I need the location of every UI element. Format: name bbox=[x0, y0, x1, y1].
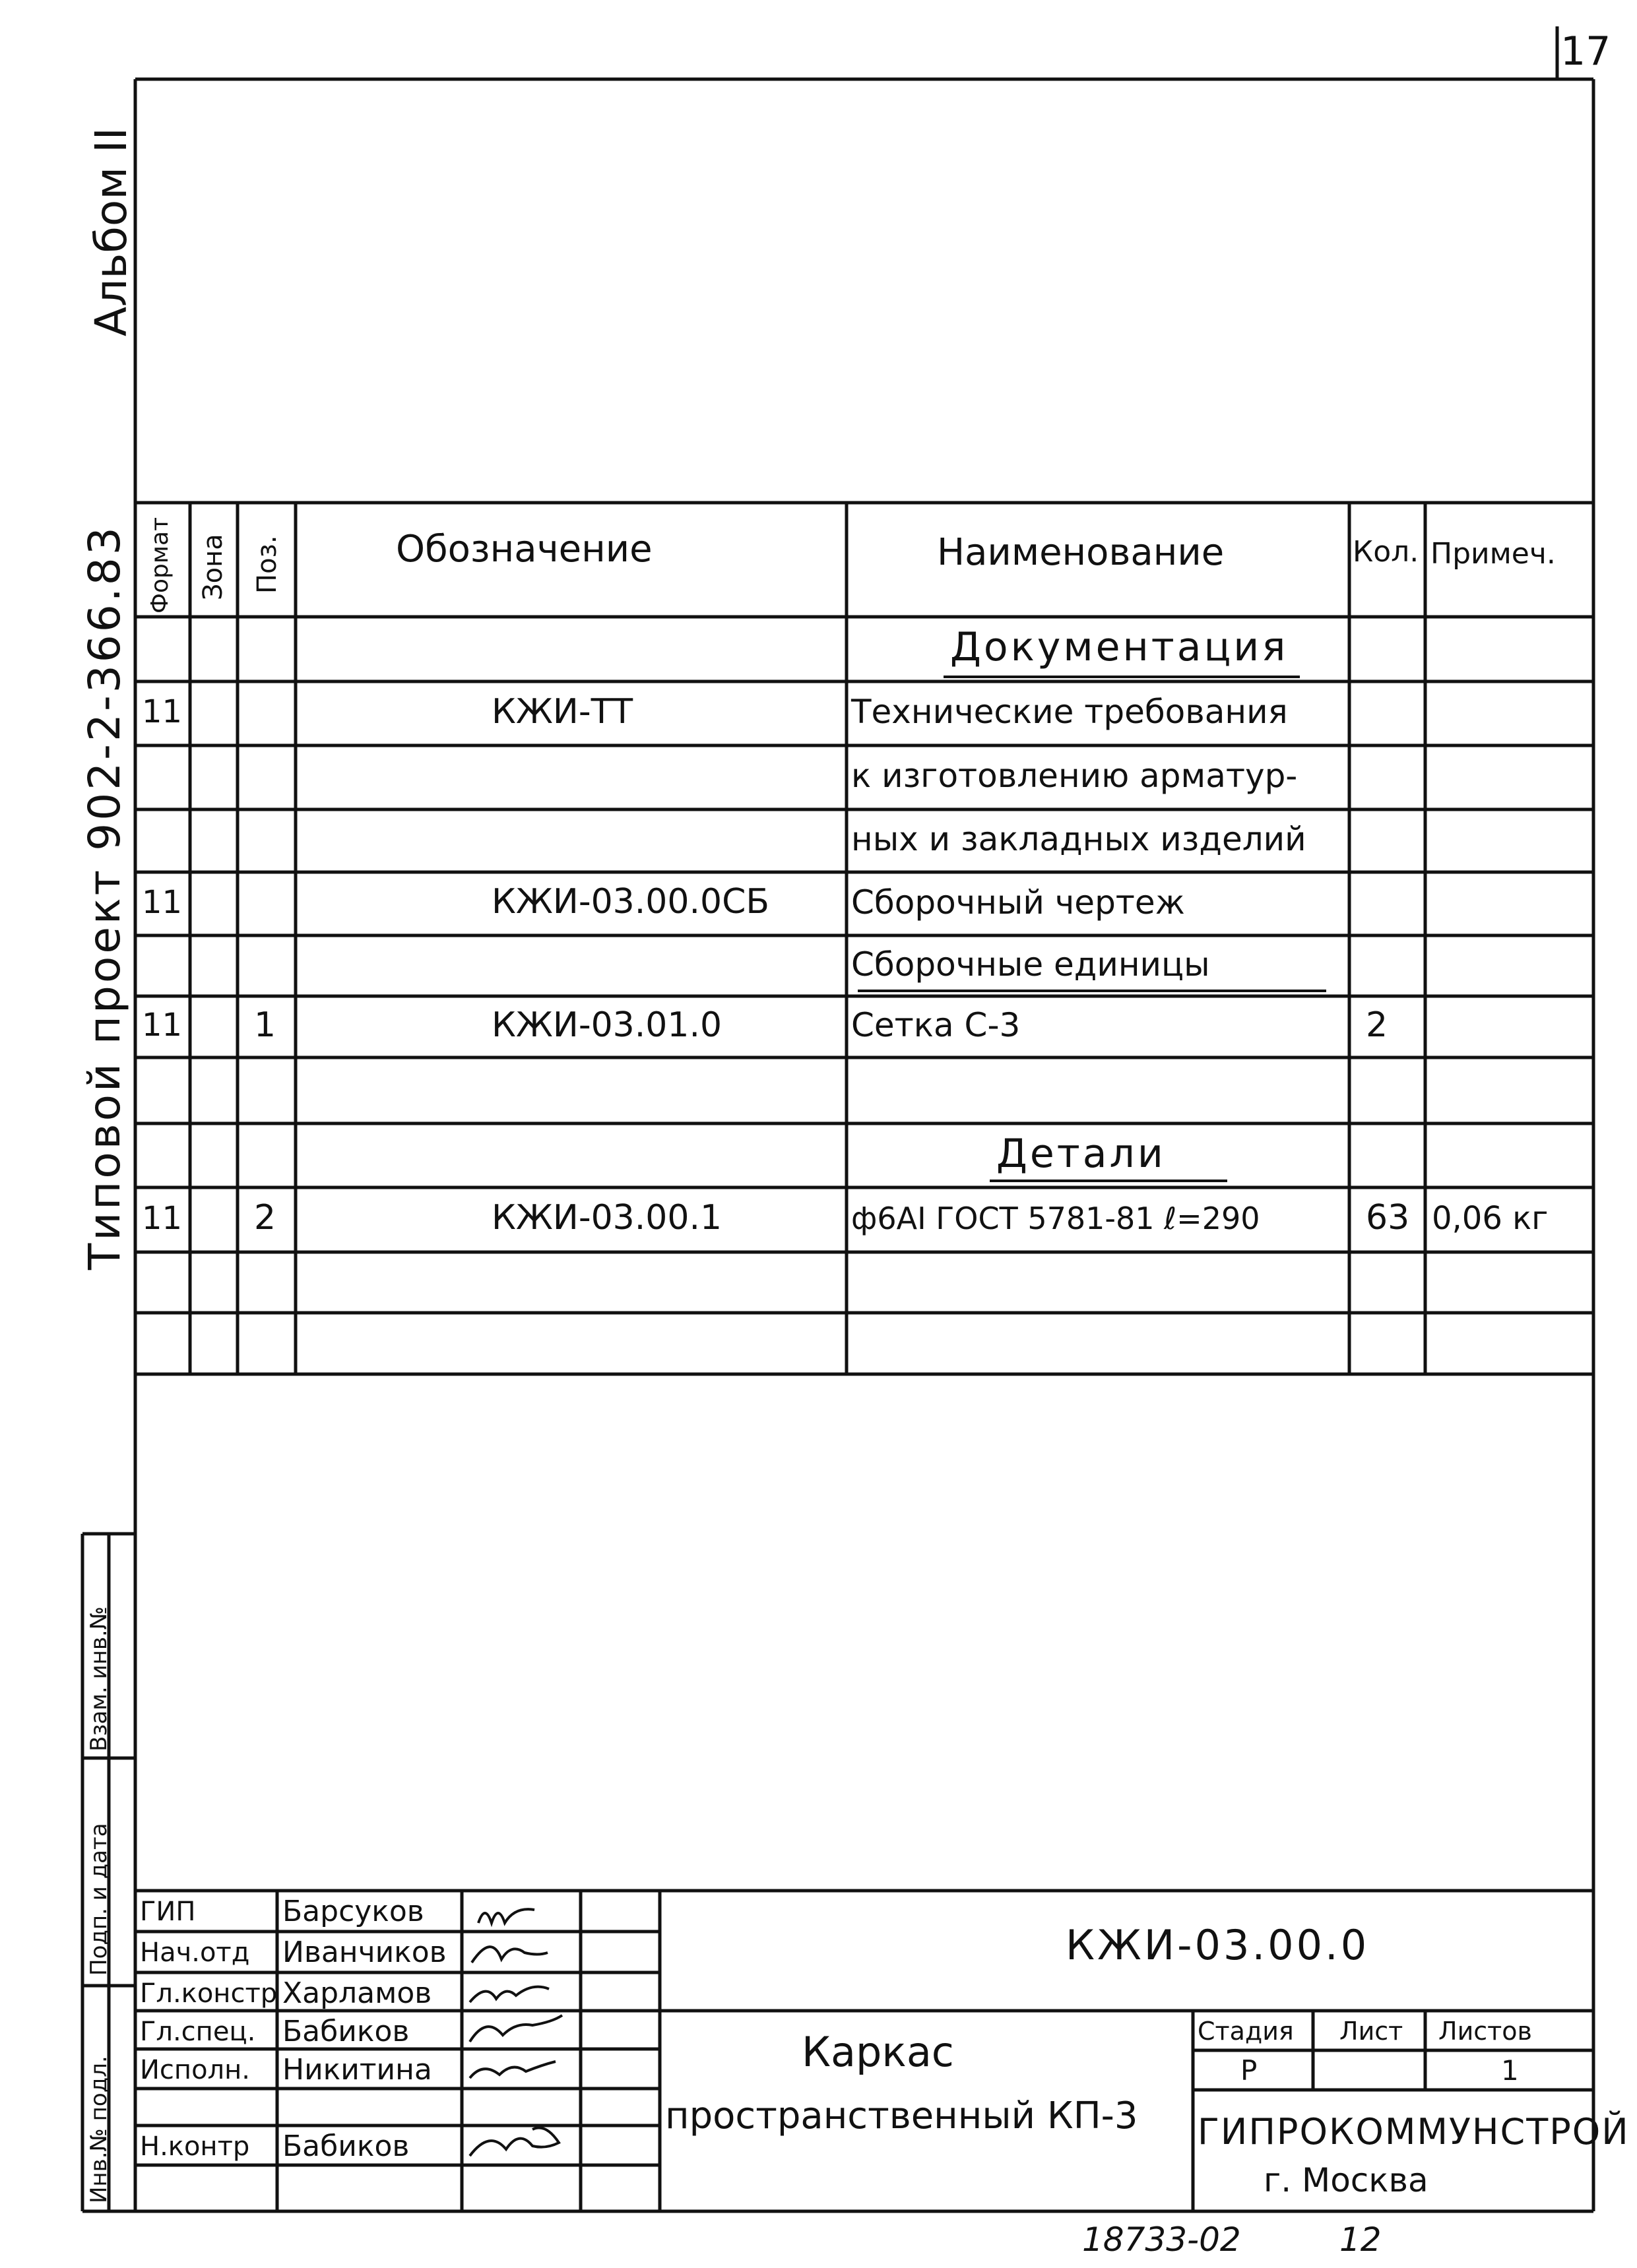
signer-name: Бабиков bbox=[282, 2129, 410, 2163]
spec-cell-oboznachenie: КЖИ-03.01.0 bbox=[492, 1005, 722, 1045]
spec-cell-naimenovanie: ных и закладных изделий bbox=[851, 820, 1306, 858]
spec-cell-oboznachenie: КЖИ-03.00.0СБ bbox=[492, 882, 770, 922]
stamp-inv-podl: Инв.№ подл. bbox=[86, 2056, 112, 2203]
project-label: Типовой проект 902-2-366.83 bbox=[79, 524, 130, 1270]
signer-role: Гл.констр bbox=[140, 1978, 278, 2009]
signer-name: Никитина bbox=[282, 2053, 432, 2087]
spec-cell-kol: 2 bbox=[1366, 1005, 1388, 1045]
product-name-line1: Каркас bbox=[802, 2028, 954, 2076]
signer-name: Бабиков bbox=[282, 2015, 410, 2048]
spec-cell-format: 11 bbox=[142, 883, 183, 921]
spec-cell-naimenovanie: к изготовлению арматур- bbox=[851, 757, 1298, 795]
page-number: 17 bbox=[1560, 28, 1611, 75]
spec-cell-naimenovanie: Документация bbox=[950, 624, 1289, 670]
signer-role: Нач.отд bbox=[140, 1937, 250, 1968]
header-zona: Зона bbox=[198, 534, 228, 600]
header-kol: Кол. bbox=[1353, 535, 1419, 569]
spec-cell-oboznachenie: КЖИ-03.00.1 bbox=[492, 1198, 722, 1238]
header-oboznachenie: Обозначение bbox=[396, 528, 653, 571]
stage-value: Р bbox=[1240, 2054, 1258, 2087]
header-format: Формат bbox=[146, 517, 174, 614]
sheets-header: Листов bbox=[1438, 2017, 1532, 2046]
spec-cell-naimenovanie: Сетка С-3 bbox=[851, 1006, 1021, 1044]
spec-cell-poz: 1 bbox=[254, 1005, 276, 1045]
album-label: Альбом II bbox=[86, 127, 137, 336]
product-name-line2: пространственный КП-3 bbox=[665, 2095, 1138, 2137]
spec-cell-poz: 2 bbox=[254, 1198, 276, 1238]
signer-name: Харламов bbox=[282, 1976, 432, 2010]
organization: ГИПРОКОММУНСТРОЙ bbox=[1198, 2111, 1630, 2153]
header-naimenovanie: Наименование bbox=[937, 531, 1225, 574]
spec-cell-format: 11 bbox=[142, 1007, 183, 1044]
spec-cell-naimenovanie: Сборочные единицы bbox=[851, 945, 1210, 984]
header-poz: Поз. bbox=[252, 535, 282, 594]
stage-header: Стадия bbox=[1198, 2017, 1294, 2046]
footer-note: 18733-02 bbox=[1082, 2221, 1241, 2259]
footer-page: 12 bbox=[1339, 2221, 1382, 2259]
spec-cell-naimenovanie: ф6АI ГОСТ 5781-81 ℓ=290 bbox=[851, 1200, 1260, 1236]
signer-role: Н.контр bbox=[140, 2131, 250, 2162]
signer-role: Исполн. bbox=[140, 2055, 250, 2085]
stamp-podp-data: Подп. и дата bbox=[86, 1823, 112, 1976]
header-primech: Примеч. bbox=[1430, 537, 1556, 571]
signer-name: Барсуков bbox=[282, 1895, 424, 1928]
stamp-vzam-inv: Взам. инв.№ bbox=[86, 1606, 112, 1751]
spec-cell-naimenovanie: Детали bbox=[996, 1130, 1166, 1177]
spec-cell-format: 11 bbox=[142, 1199, 183, 1237]
signer-role: ГИП bbox=[140, 1897, 196, 1927]
sheets-value: 1 bbox=[1501, 2054, 1519, 2087]
spec-cell-primech: 0,06 кг bbox=[1432, 1199, 1549, 1237]
spec-cell-oboznachenie: КЖИ-ТТ bbox=[492, 691, 633, 732]
organization-city: г. Москва bbox=[1264, 2161, 1428, 2199]
spec-cell-naimenovanie: Сборочный чертеж bbox=[851, 883, 1185, 922]
signatures bbox=[470, 1909, 562, 2156]
spec-cell-naimenovanie: Технические требования bbox=[851, 693, 1288, 731]
signer-name: Иванчиков bbox=[282, 1936, 447, 1969]
spec-cell-format: 11 bbox=[142, 693, 183, 731]
document-code: КЖИ-03.00.0 bbox=[1066, 1921, 1370, 1969]
sheet-header: Лист bbox=[1339, 2017, 1403, 2046]
signer-role: Гл.спец. bbox=[140, 2017, 256, 2047]
spec-cell-kol: 63 bbox=[1366, 1198, 1410, 1238]
